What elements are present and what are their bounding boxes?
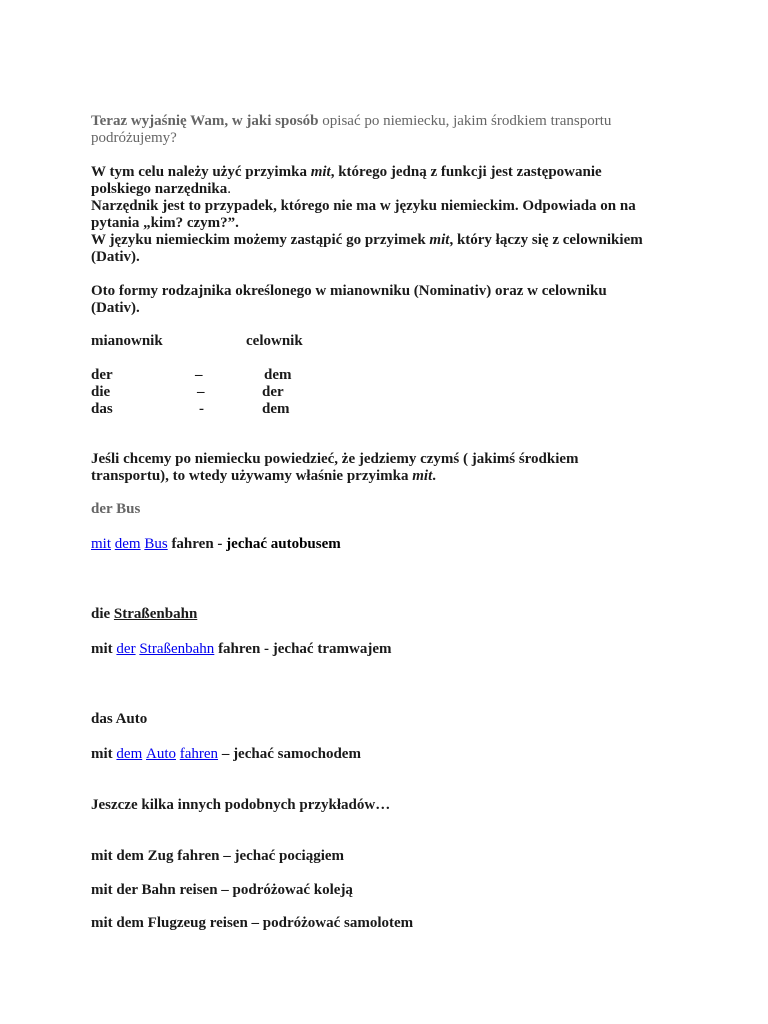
tram-noun: Straßenbahn — [113, 606, 198, 622]
para1-mit: mit — [429, 232, 450, 248]
table-cell-dash: – — [195, 367, 203, 383]
auto-translation: – jechać samochodem — [218, 746, 361, 762]
auto-mit: mit — [91, 746, 117, 762]
more-examples-intro: Jeszcze kilka innych podobnych przykładów… — [91, 797, 391, 813]
intro-line-2: podróżujemy? — [91, 130, 177, 146]
para3-line-2 — [91, 468, 436, 485]
link-strassenbahn[interactable]: Straßenbahn — [139, 641, 215, 657]
table-cell-dative: der — [262, 384, 284, 400]
example-line: mit der Bahn reisen – podróżować koleją — [91, 882, 353, 898]
tram-heading — [91, 606, 197, 623]
para1-mit: mit — [310, 164, 331, 180]
link-der[interactable]: der — [116, 641, 136, 657]
para1-period: . — [227, 181, 232, 197]
table-header-nominative: mianownik — [91, 333, 163, 349]
tram-article: die — [91, 606, 114, 622]
link-bus[interactable]: Bus — [144, 536, 168, 552]
example-line: mit dem Flugzeug reisen – podróżować samolotem — [91, 915, 414, 931]
link-dem[interactable]: dem — [114, 536, 141, 552]
para1-text: W tym celu należy użyć przyimka — [91, 164, 311, 180]
example-line: mit dem Zug fahren – jechać pociągiem — [91, 848, 345, 864]
para1-text: polskiego narzędnika — [91, 181, 228, 197]
para1-line-2 — [91, 181, 231, 198]
para1-text: , który łączy się z celownikiem — [449, 232, 643, 248]
table-cell-dash: - — [199, 401, 204, 417]
para3-text: . — [432, 468, 436, 484]
table-cell-dative: dem — [262, 401, 290, 417]
auto-heading: das Auto — [91, 711, 148, 727]
link-mit[interactable]: mit — [91, 536, 112, 552]
bus-translation: jechać autobusem — [226, 536, 341, 552]
tram-translation: fahren - jechać tramwajem — [214, 641, 392, 657]
para3-text: transportu), to wtedy używamy właśnie przyimka — [91, 468, 413, 484]
para1-line-5 — [91, 232, 643, 249]
intro-emphasis: Teraz wyjaśnię Wam, w jaki sposób — [91, 113, 319, 129]
para3-line-1: Jeśli chcemy po niemiecku powiedzieć, że jedziemy czymś ( jakimś środkiem — [91, 451, 579, 467]
tram-mit: mit — [91, 641, 117, 657]
para1-line-6: (Dativ). — [91, 249, 140, 265]
bus-verb: fahren - — [167, 536, 227, 552]
auto-example — [91, 746, 361, 763]
tram-example — [91, 641, 391, 658]
table-cell-nominative: der — [91, 367, 113, 383]
para1-line-3: Narzędnik jest to przypadek, którego nie ma w języku niemieckim. Odpowiada on na — [91, 198, 636, 214]
intro-text: opisać po niemiecku, jakim środkiem transportu — [318, 113, 612, 129]
link-dem[interactable]: dem — [116, 746, 143, 762]
bus-example — [91, 536, 341, 553]
table-cell-nominative: die — [91, 384, 111, 400]
para2-line-1: Oto formy rodzajnika określonego w mianowniku (Nominativ) oraz w celowniku — [91, 283, 607, 299]
bus-heading: der Bus — [91, 501, 141, 517]
para1-text: W języku niemieckim możemy zastąpić go przyimek — [91, 232, 430, 248]
para1-text: , którego jedną z funkcji jest zastępowanie — [330, 164, 602, 180]
intro-line-1 — [91, 113, 611, 130]
link-auto[interactable]: Auto — [146, 746, 176, 762]
para2-line-2: (Dativ). — [91, 300, 140, 316]
para3-mit: mit — [412, 468, 433, 484]
para1-line-4: pytania „kim? czym?”. — [91, 215, 239, 231]
table-cell-dative: dem — [264, 367, 292, 383]
para1-line-1 — [91, 164, 602, 181]
table-header-dative: celownik — [246, 333, 303, 349]
table-cell-dash: – — [197, 384, 205, 400]
link-fahren[interactable]: fahren — [179, 746, 219, 762]
table-cell-nominative: das — [91, 401, 113, 417]
